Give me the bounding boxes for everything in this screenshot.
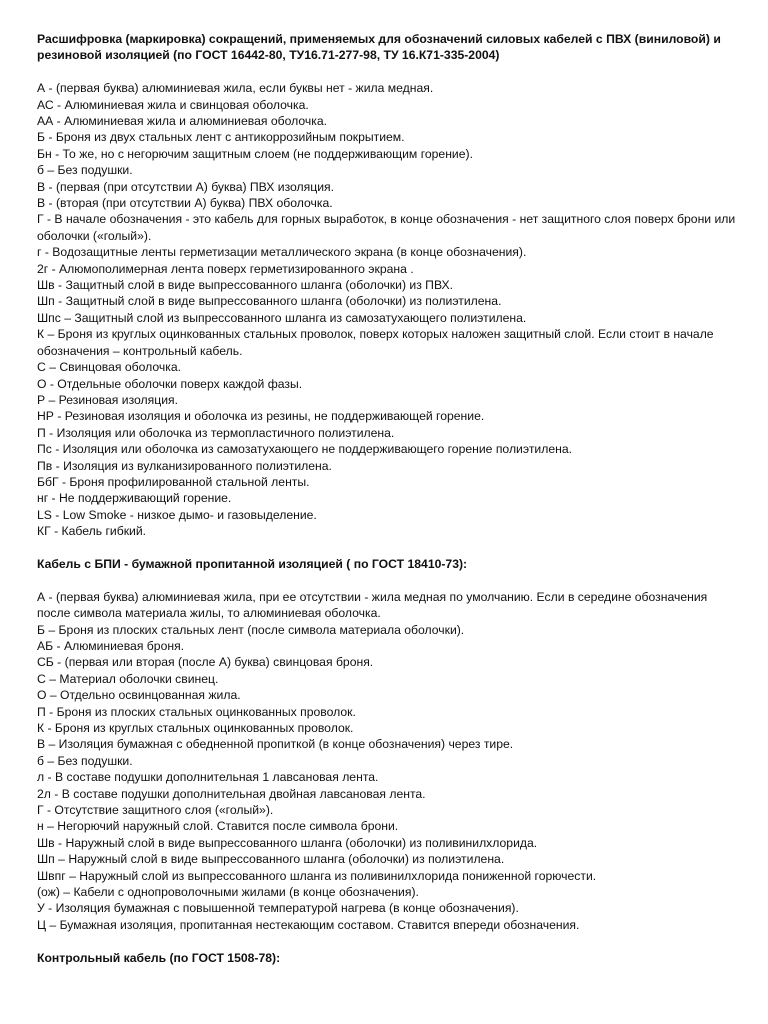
list-item: П - Броня из плоских стальных оцинкованных проволок. [37,704,356,719]
list-item: Шпс – Защитный слой из выпрессованного шланга из самозатухающего полиэтилена. [37,310,527,325]
list-item: 2г - Алюмополимерная лента поверх герметизированного экрана . [37,261,414,276]
list-item: П - Изоляция или оболочка из термопластичного полиэтилена. [37,425,395,440]
list-item: б – Без подушки. [37,753,133,768]
list-item: Бн - То же, но с негорючим защитным слоем (не поддерживающим горение). [37,146,473,161]
list-item: б – Без подушки. [37,163,133,178]
list-item: Пв - Изоляция из вулканизированного полиэтилена. [37,458,332,473]
list-item: К - Броня из круглых стальных оцинкованных проволок. [37,721,354,736]
list-item: 2л - В составе подушки дополнительная двойная лавсановая лента. [37,786,426,801]
abbreviation-list-pvc-rubber [37,80,738,539]
section-heading-paper-insulation: Кабель с БПИ - бумажной пропитанной изоляцией ( по ГОСТ 18410-73): [37,556,468,571]
list-item: Шп – Наружный слой в виде выпрессованного шланга (оболочки) из полиэтилена. [37,852,505,867]
section-heading-control-cable: Контрольный кабель (по ГОСТ 1508-78): [37,950,281,965]
list-item: Шв - Защитный слой в виде выпрессованного шланга (оболочки) из ПВХ. [37,278,454,293]
list-item: А - (первая буква) алюминиевая жила, если буквы нет - жила медная. [37,81,434,96]
list-item: НР - Резиновая изоляция и оболочка из резины, не поддерживающей горение. [37,409,485,424]
list-item: Швпг – Наружный слой из выпрессованного шланга из поливинилхлорида пониженной горючести. [37,868,597,883]
list-item: Шв - Наружный слой в виде выпрессованного шланга (оболочки) из поливинилхлорида. [37,835,538,850]
list-item: КГ - Кабель гибкий. [37,524,147,539]
list-item: О - Отдельные оболочки поверх каждой фазы. [37,376,303,391]
list-item: С – Материал оболочки свинец. [37,671,219,686]
list-item: г - Водозащитные ленты герметизации металлического экрана (в конце обозначения). [37,245,527,260]
list-item: Г - Отсутствие защитного слоя («голый»). [37,803,274,818]
list-item: Р – Резиновая изоляция. [37,392,179,407]
spacer [37,933,738,949]
list-item: л - В составе подушки дополнительная 1 лавсановая лента. [37,770,379,785]
list-item: LS - Low Smoke - низкое дымо- и газовыделение. [37,507,317,522]
list-item: Шп - Защитный слой в виде выпрессованного шланга (оболочки) из полиэтилена. [37,294,502,309]
list-item: С – Свинцовая оболочка. [37,360,182,375]
spacer [37,572,738,588]
list-item: Г - В начале обозначения - это кабель для горных выработок, в конце обозначения - нет защитного слоя поверх брони или оболочки («голый»). [37,212,736,243]
list-item: СБ - (первая или вторая (после А) буква) свинцовая броня. [37,655,374,670]
list-item: В – Изоляция бумажная с обедненной пропиткой (в конце обозначения) через тире. [37,737,514,752]
list-item: Б - Броня из двух стальных лент с антикоррозийным покрытием. [37,130,405,145]
list-item: АБ - Алюминиевая броня. [37,638,185,653]
list-item: (ож) – Кабели с однопроволочными жилами (в конце обозначения). [37,885,419,900]
list-item: Б – Броня из плоских стальных лент (после символа материала оболочки). [37,622,465,637]
list-item: Пс - Изоляция или оболочка из самозатухающего не поддерживающего горение полиэтилена. [37,442,572,457]
list-item: К – Броня из круглых оцинкованных стальных проволок, поверх которых наложен защитный слой. Если стоит в начале обозначения – контрольный кабель. [37,327,714,358]
list-item: В - (вторая (при отсутствии А) буква) ПВХ оболочка. [37,196,333,211]
list-item: нг - Не поддерживающий горение. [37,491,232,506]
list-item: В - (первая (при отсутствии А) буква) ПВХ изоляция. [37,179,335,194]
list-item: Ц – Бумажная изоляция, пропитанная нестекающим составом. Ставится впереди обозначения. [37,917,580,932]
list-item: АА - Алюминиевая жила и алюминиевая оболочка. [37,114,328,129]
section-heading-pvc-rubber: Расшифровка (маркировка) сокращений, применяемых для обозначений силовых кабелей с ПВХ (виниловой) и резиновой изоляцией (по ГОСТ 16442-80, ТУ16.71-277-98, ТУ 16.К71-335-2004) [37,32,721,63]
spacer [37,64,738,80]
list-item: О – Отдельно освинцованная жила. [37,688,241,703]
list-item: АС - Алюминиевая жила и свинцовая оболочка. [37,97,309,112]
abbreviation-list-paper-insulation [37,589,738,934]
list-item: А - (первая буква) алюминиевая жила, при ее отсутствии - жила медная по умолчанию. Если в середине обозначения после символа материала жилы, то алюминиевая оболочка. [37,589,708,621]
list-item: БбГ - Броня профилированной стальной ленты. [37,474,310,489]
list-item: У - Изоляция бумажная с повышенной температурой нагрева (в конце обозначения). [37,901,519,916]
spacer [37,540,738,556]
list-item: н – Негорючий наружный слой. Ставится после символа брони. [37,819,399,834]
